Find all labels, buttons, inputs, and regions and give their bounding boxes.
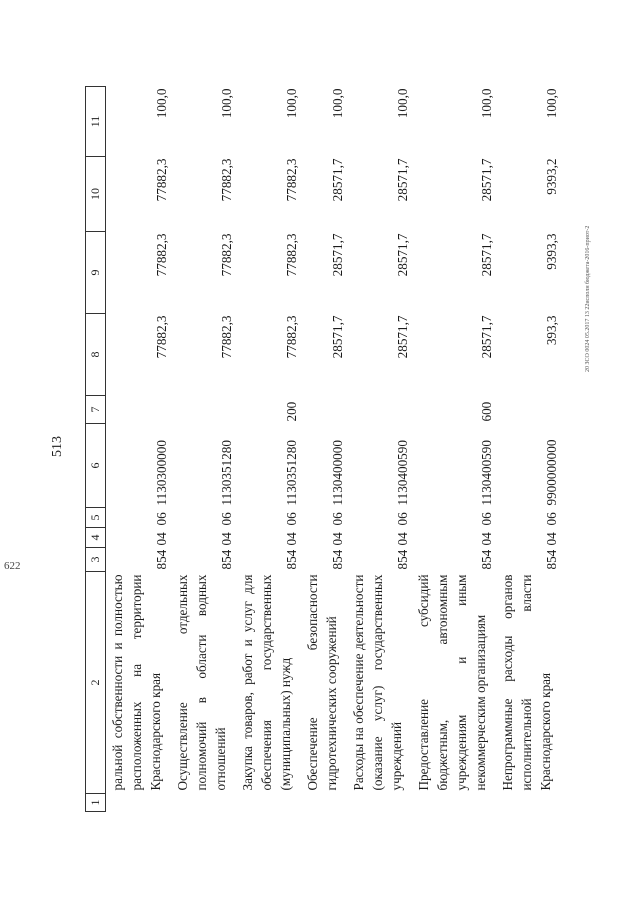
cell-col5: 06 [284,512,299,526]
cell-col4: 04 [544,532,559,546]
cell-col6: 1130400000 [330,440,345,506]
cell-col5: 06 [479,512,494,526]
column-header: 8 [86,314,106,396]
table-row [301,87,347,812]
cell-col4: 04 [284,532,299,546]
row-description: Расходы на обеспечение деятельности (оказание услуг) государственных учреждений [351,574,404,791]
cell-col10: 28571,7 [330,158,345,202]
column-header: 5 [86,508,106,528]
cell-col9: 28571,7 [395,233,410,277]
row-description: Непрограммные расходы органов исполнительной власти Краснодарского края [500,574,553,791]
cell-col11: 100,0 [544,88,559,119]
column-header: 4 [86,528,106,548]
cell-col6: 9900000000 [544,439,559,506]
row-description: ральной собственности и полностью расположенных на территории Краснодарского края [110,574,163,791]
table-row [412,87,496,812]
cell-col8: 28571,7 [479,315,494,359]
column-header: 10 [86,157,106,232]
column-header: 1 [86,794,106,812]
column-header: 3 [86,548,106,572]
table-row [171,87,236,812]
cell-col11: 100,0 [154,88,169,119]
cell-col6: 1130300000 [154,440,169,506]
cell-col6: 1130351280 [284,440,299,506]
row-description: Осуществление отдельных полномочий в области водных отношений [175,574,228,791]
column-header: 6 [86,424,106,508]
cell-col8: 77882,3 [284,315,299,359]
row-description: Закупка товаров, работ и услуг для обеспечения государственных (муниципальных) нужд [240,574,293,791]
table-row [347,87,412,812]
cell-col7: 200 [284,401,299,422]
cell-col5: 06 [544,512,559,526]
cell-col3: 854 [284,549,299,570]
cell-col9: 9393,3 [544,233,559,270]
page-number: 513 [50,436,65,457]
cell-col9: 28571,7 [330,233,345,277]
cell-col7 [171,396,236,424]
column-header: 2 [86,572,106,794]
header-row [86,87,106,812]
footer-note: 20 ЗСО 0024 05.2017 13 22исполн бюджета-2016-приот-2 [585,225,591,372]
cell-col11: 100,0 [219,88,234,119]
cell-col11: 100,0 [330,88,345,119]
cell-col4: 04 [330,532,345,546]
cell-col10: 77882,3 [154,158,169,202]
cell-col3: 854 [154,549,169,570]
cell-col5: 06 [219,512,234,526]
corner-number: 622 [4,560,21,572]
cell-col7 [496,396,561,424]
cell-col8: 77882,3 [154,315,169,359]
cell-col8: 28571,7 [330,315,345,359]
cell-col6: 1130400590 [395,440,410,506]
cell-col6: 1130400590 [479,440,494,506]
table-row [496,87,561,812]
cell-col11: 100,0 [284,88,299,119]
cell-col8: 77882,3 [219,315,234,359]
cell-col4: 04 [219,532,234,546]
column-header: 9 [86,232,106,314]
cell-col10: 77882,3 [284,158,299,202]
table-row [106,87,172,812]
column-header: 11 [86,87,106,157]
budget-table [85,86,561,812]
cell-col7: 600 [479,401,494,422]
cell-col11: 100,0 [395,88,410,119]
row-description: Предоставление субсидий бюджетным, автономным учреждениям и иным некоммерческим организациям [416,574,488,791]
cell-col5: 06 [330,512,345,526]
cell-col10: 28571,7 [479,158,494,202]
cell-col10: 77882,3 [219,158,234,202]
cell-col10: 28571,7 [395,158,410,202]
cell-col3: 854 [544,549,559,570]
cell-col4: 04 [154,532,169,546]
cell-col7 [347,396,412,424]
cell-col8: 28571,7 [395,315,410,359]
table-row [236,87,301,812]
cell-col9: 77882,3 [284,233,299,277]
cell-col9: 28571,7 [479,233,494,277]
rotated-page [40,52,600,852]
cell-col6: 1130351280 [219,440,234,506]
cell-col3: 854 [219,549,234,570]
cell-col3: 854 [479,549,494,570]
cell-col9: 77882,3 [154,233,169,277]
cell-col7 [106,396,172,424]
cell-col11: 100,0 [479,88,494,119]
cell-col10: 9393,2 [544,158,559,195]
cell-col8: 393,3 [544,315,559,346]
cell-col5: 06 [154,512,169,526]
cell-col7 [301,396,347,424]
cell-col9: 77882,3 [219,233,234,277]
column-header: 7 [86,396,106,424]
cell-col4: 04 [395,532,410,546]
cell-col4: 04 [479,532,494,546]
cell-col5: 06 [395,512,410,526]
row-description: Обеспечение безопасности гидротехнических сооружений [305,574,339,791]
cell-col3: 854 [395,549,410,570]
cell-col3: 854 [330,549,345,570]
